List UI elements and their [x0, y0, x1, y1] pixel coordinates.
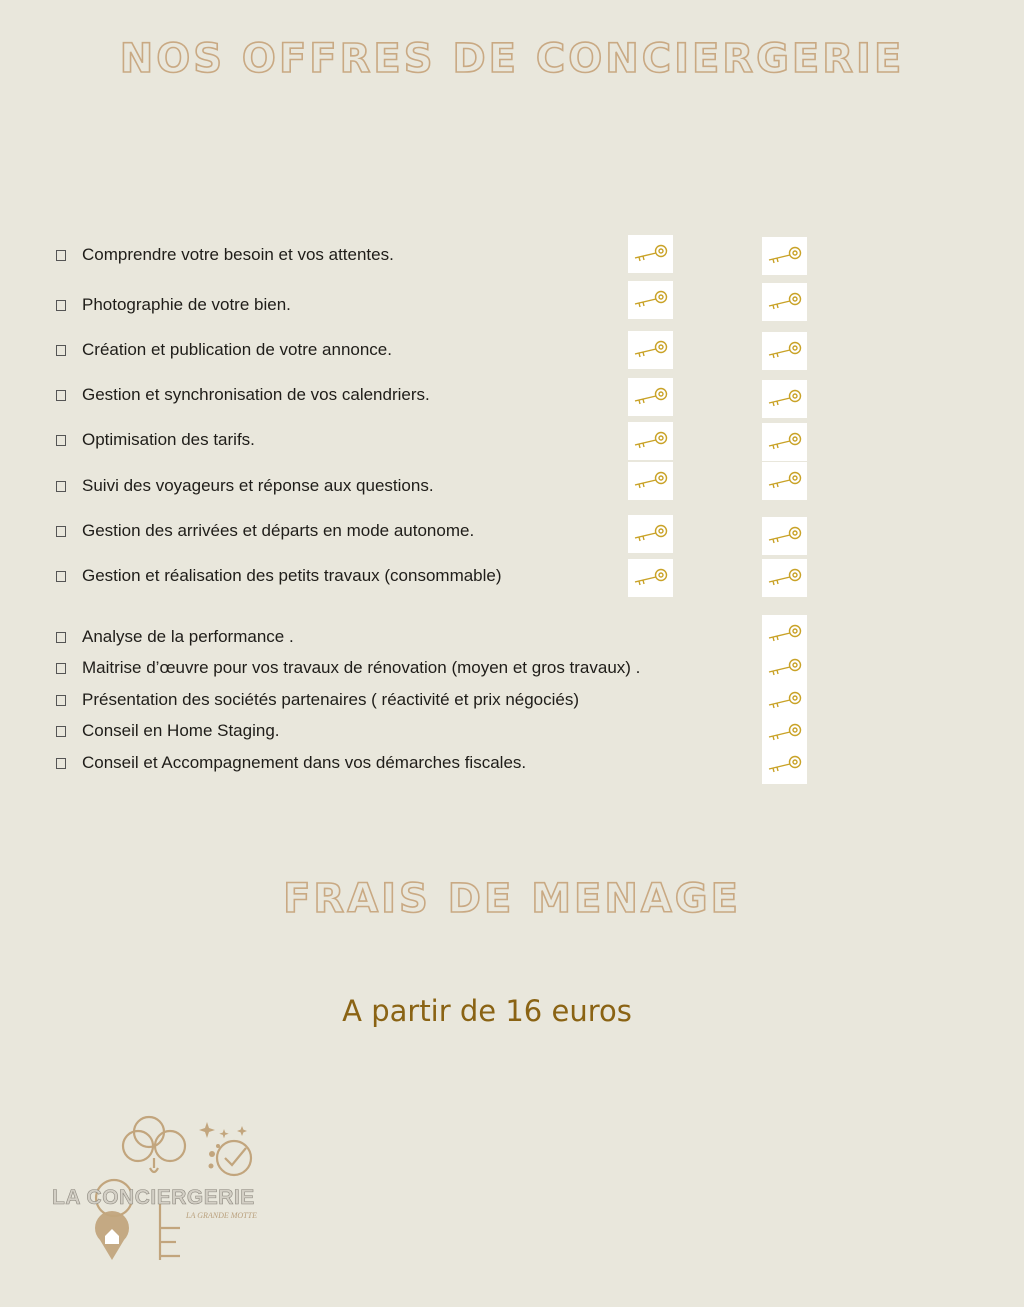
key-icon [628, 331, 673, 369]
key-icon [762, 332, 807, 370]
service-label: Gestion et réalisation des petits travaux (consommable) [82, 566, 502, 585]
key-icon [762, 283, 807, 321]
service-row [56, 474, 434, 498]
key-icon [628, 378, 673, 416]
service-label: Gestion des arrivées et départs en mode autonome. [82, 521, 475, 540]
checkbox-icon [56, 663, 66, 674]
service-row [56, 751, 526, 775]
service-row [56, 383, 430, 407]
checkbox-icon [56, 250, 66, 261]
service-label: Création et publication de votre annonce. [82, 340, 392, 359]
key-icon [628, 235, 673, 273]
cleaning-price: A partir de 16 euros [342, 994, 632, 1028]
service-label: Présentation des sociétés partenaires ( réactivité et prix négociés) [82, 690, 580, 709]
service-label: Comprendre votre besoin et vos attentes. [82, 245, 394, 264]
logo-subtitle: LA GRANDE MOTTE [186, 1211, 257, 1220]
service-row [56, 519, 474, 543]
checkbox-icon [56, 571, 66, 582]
key-icon [628, 462, 673, 500]
key-icon [762, 517, 807, 555]
service-label: Conseil et Accompagnement dans vos démarches fiscales. [82, 753, 527, 772]
service-row [56, 428, 255, 452]
key-icon [762, 559, 807, 597]
service-label: Maitrise d’œuvre pour vos travaux de rénovation (moyen et gros travaux) . [82, 658, 641, 677]
checkbox-icon [56, 726, 66, 737]
key-icon [762, 615, 807, 653]
checkbox-icon [56, 526, 66, 537]
service-label: Suivi des voyageurs et réponse aux questions. [82, 476, 434, 495]
key-icon [762, 423, 807, 461]
service-label: Gestion et synchronisation de vos calendriers. [82, 385, 430, 404]
checkbox-icon [56, 695, 66, 706]
key-icon [762, 746, 807, 784]
key-icon [762, 380, 807, 418]
service-label: Optimisation des tarifs. [82, 430, 255, 449]
key-icon [628, 422, 673, 460]
service-label: Photographie de votre bien. [82, 295, 291, 314]
checkbox-icon [56, 632, 66, 643]
service-row [56, 719, 280, 743]
checkbox-icon [56, 481, 66, 492]
checkbox-icon [56, 345, 66, 356]
key-icon [762, 237, 807, 275]
key-icon [762, 462, 807, 500]
service-label: Conseil en Home Staging. [82, 721, 280, 740]
service-row [56, 293, 291, 317]
service-row [56, 338, 392, 362]
checkbox-icon [56, 300, 66, 311]
checkbox-icon [56, 390, 66, 401]
page-title: NOS OFFRES DE CONCIERGERIE [119, 36, 905, 82]
service-row [56, 656, 640, 680]
key-icon [628, 559, 673, 597]
section-title-menage: FRAIS DE MENAGE [283, 876, 741, 922]
service-row [56, 688, 579, 712]
service-row [56, 564, 502, 588]
service-row [56, 243, 394, 267]
checkbox-icon [56, 758, 66, 769]
service-row [56, 625, 294, 649]
checkbox-icon [56, 435, 66, 446]
key-icon [628, 281, 673, 319]
key-icon [628, 515, 673, 553]
logo-name: LA CONCIERGERIE [52, 1186, 255, 1209]
service-label: Analyse de la performance . [82, 627, 294, 646]
